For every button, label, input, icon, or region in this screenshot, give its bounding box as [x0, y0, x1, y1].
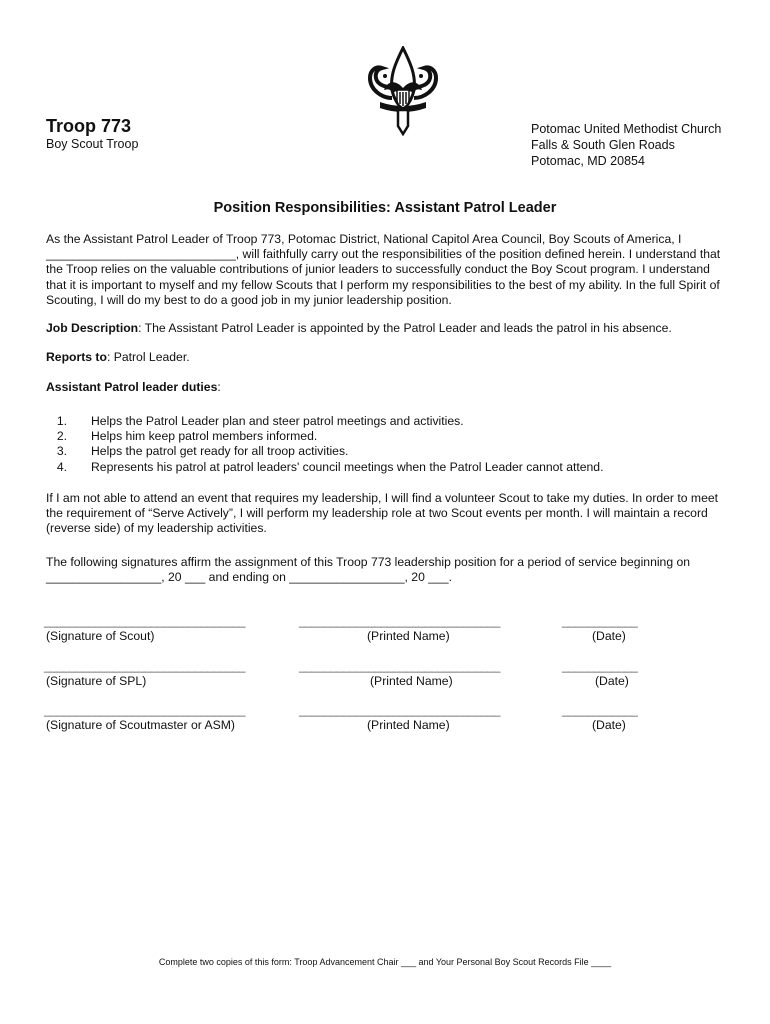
list-item-text: Helps him keep patrol members informed.: [91, 429, 318, 444]
affirmation-paragraph: The following signatures affirm the assignment of this Troop 773 leadership position for a period of service beginning on _________________, 20 ___ and ending on _________________, 20 ___.: [46, 555, 691, 585]
scoutmaster-signature-label: (Signature of Scoutmaster or ASM): [46, 718, 235, 732]
spl-signature-label: (Signature of SPL): [46, 674, 147, 688]
troop-subtitle: Boy Scout Troop: [46, 137, 139, 151]
spl-date-label: (Date): [595, 674, 629, 688]
list-item: [46, 460, 726, 475]
scoutmaster-printed-name-label: (Printed Name): [367, 718, 450, 732]
fleur-de-lis-eagle-icon: [362, 46, 444, 136]
spl-printed-name-line[interactable]: ________________________________: [299, 659, 500, 673]
intro-paragraph: As the Assistant Patrol Leader of Troop 773, Potomac District, National Capitol Area Council, Boy Scouts of America, I ____________________________, will faithfully carry out the responsibilities of the position defined herein. I understand that the Troop relies on the valuable contributions of junior leaders to successfully conduct the Boy Scout program. I understand that it is important to myself and my fellow Scouts that I perform my responsibilities to the best of my ability. In the full Spirit of Scouting, I will do my best to do a good job in my junior leadership position.: [46, 232, 721, 307]
scoutmaster-date-line[interactable]: ____________: [562, 703, 638, 717]
list-item-text: Helps the Patrol Leader plan and steer patrol meetings and activities.: [91, 414, 464, 428]
scout-signature-line[interactable]: ________________________________: [44, 614, 245, 628]
job-description: [46, 321, 726, 336]
address-line-3: Potomac, MD 20854: [531, 154, 645, 168]
list-item: [46, 429, 726, 444]
scout-printed-name-line[interactable]: ________________________________: [299, 614, 500, 628]
list-item-number: 2.: [56, 429, 67, 444]
list-item-number: 1.: [56, 414, 67, 428]
document-title: Position Responsibilities: Assistant Patrol Leader: [213, 200, 557, 216]
scout-printed-name-label: (Printed Name): [367, 629, 450, 643]
list-item: [46, 414, 726, 429]
scout-signature-label: (Signature of Scout): [46, 629, 155, 643]
address-line-1: Potomac United Methodist Church: [531, 122, 722, 136]
list-item: [46, 444, 726, 459]
list-item-number: 3.: [56, 444, 67, 459]
commitment-paragraph: If I am not able to attend an event that requires my leadership, I will find a volunteer Scout to take my duties. In order to meet the requirement of “Serve Actively”, I will perform my leadership role at two Scout events per month. I will maintain a record (reverse side) of my leadership activities.: [46, 491, 719, 536]
job-description-text: : The Assistant Patrol Leader is appointed by the Patrol Leader and leads the patrol in his absence.: [138, 321, 672, 335]
duties-list: [46, 414, 726, 475]
list-item-text: Represents his patrol at patrol leaders' council meetings when the Patrol Leader cannot attend.: [91, 459, 604, 474]
duties-suffix: :: [217, 380, 221, 394]
scoutmaster-printed-name-line[interactable]: ________________________________: [299, 703, 500, 717]
job-description-label: Job Description: [46, 321, 139, 335]
spl-date-line[interactable]: ____________: [562, 659, 638, 673]
scout-date-line[interactable]: ____________: [562, 614, 638, 628]
list-item-text: Helps the patrol get ready for all troop activities.: [91, 444, 349, 459]
troop-title: Troop 773: [46, 116, 132, 136]
spl-printed-name-label: (Printed Name): [370, 674, 453, 688]
duties-heading: [46, 380, 726, 395]
scoutmaster-date-label: (Date): [592, 718, 626, 732]
list-item-number: 4.: [56, 459, 67, 474]
reports-to-label: Reports to: [46, 350, 107, 364]
spl-signature-line[interactable]: ________________________________: [44, 659, 245, 673]
address-line-2: Falls & South Glen Roads: [531, 138, 675, 152]
duties-label: Assistant Patrol leader duties: [46, 380, 218, 394]
scout-date-label: (Date): [592, 629, 626, 643]
reports-to-text: : Patrol Leader.: [106, 350, 190, 364]
scoutmaster-signature-line[interactable]: ________________________________: [44, 703, 245, 717]
church-address: [531, 121, 721, 169]
footer-note: Complete two copies of this form: Troop Advancement Chair ___ and Your Personal Boy Scout Records File ____: [158, 957, 612, 967]
reports-to: [46, 350, 726, 365]
